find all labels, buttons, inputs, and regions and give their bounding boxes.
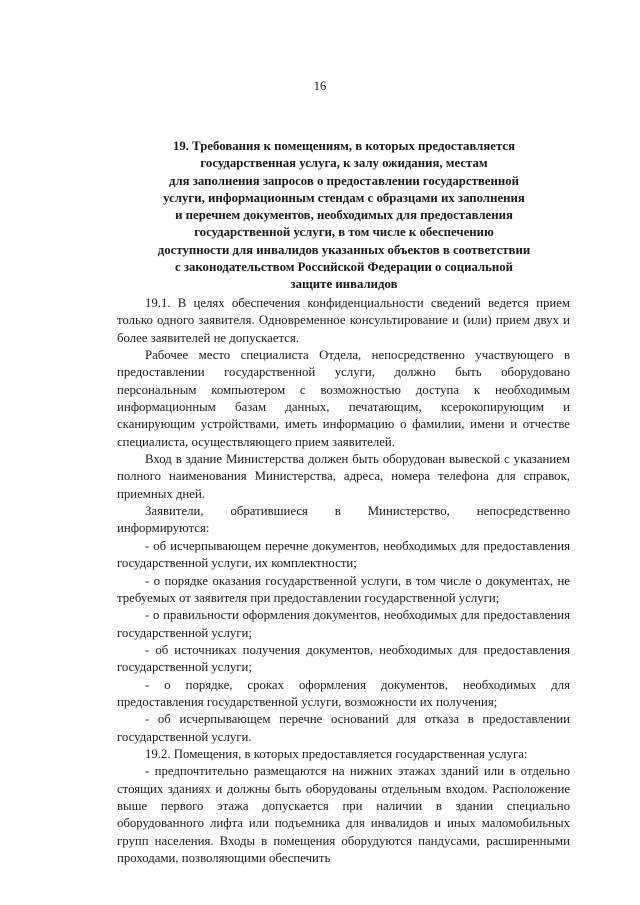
list-item: - предпочтительно размещаются на нижних этажах зданий или в отдельно стоящих зданиях и должны быть оборудованы отдельным входом. Расположение выше первого этажа допускается при наличии в здании специально оборудованного лифта или подъемника для инвалидов и иных маломобильных групп населения. Входы в помещения оборудуются пандусами, расширенными проходами, позволяющими обеспечить <box>117 764 570 865</box>
paragraph-19-1: 19.1. В целях обеспечения конфиденциальности сведений ведется прием только одного заявителя. Одновременное консультирование и (или) прием двух и более заявителей не допускается. <box>117 296 570 345</box>
heading-line: услуги, информационным стендам с образцами их заполнения <box>163 190 525 205</box>
list-item: - о порядке оказания государственной услуги, в том числе о документах, не требуемых от заявителя при предоставлении государственной услуги; <box>117 573 570 605</box>
paragraph-informed: Заявители, обратившиеся в Министерство, непосредственно информируются: <box>117 504 570 536</box>
section-heading <box>130 138 558 294</box>
list-item: - об исчерпывающем перечне документов, необходимых для предоставления государственной услуги, их комплектности; <box>117 538 570 571</box>
heading-line: государственной услуги, в том числе к обеспечению <box>194 225 494 240</box>
list-item: - об исчерпывающем перечне оснований для отказа в предоставлении государственной услуги. <box>117 712 570 744</box>
heading-line: и перечнем документов, необходимых для предоставления <box>175 208 513 223</box>
list-item: - о правильности оформления документов, необходимых для предоставления государственной услуги; <box>117 608 570 640</box>
heading-line: для заполнения запросов о предоставлении государственной <box>169 173 519 188</box>
list-item: - о порядке, сроках оформления документов, необходимых для предоставления государственной услуги, возможности их получения; <box>117 677 570 709</box>
heading-line: доступности для инвалидов указанных объектов в соответствии <box>157 242 531 257</box>
paragraph-entrance-sign: Вход в здание Министерства должен быть оборудован вывеской с указанием полного наименования Министерства, адреса, номера телефона для справок, приемных дней. <box>117 452 570 501</box>
body-text <box>117 295 570 867</box>
paragraph-workplace: Рабочее место специалиста Отдела, непосредственно участвующего в предоставлении государственной услуги, должно быть оборудовано персональным компьютером с возможностью доступа к необходимым информационным базам данных, печатающим, ксерокопирующим и сканирующим устройствами, иметь информацию о фамилии, имени и отчестве специалиста, осуществляющего прием заявителей. <box>117 348 570 449</box>
heading-line: защите инвалидов <box>290 277 398 292</box>
heading-line: с законодательством Российской Федерации о социальной <box>174 260 514 275</box>
list-item: - об источниках получения документов, необходимых для предоставления государственной услуги; <box>117 642 570 675</box>
page-number: 16 <box>313 79 327 93</box>
paragraph-19-2: 19.2. Помещения, в которых предоставляется государственная услуга: <box>145 746 528 761</box>
heading-line: государственная услуга, к залу ожидания, местам <box>200 156 488 171</box>
heading-line: 19. Требования к помещениям, в которых предоставляется <box>172 139 516 153</box>
